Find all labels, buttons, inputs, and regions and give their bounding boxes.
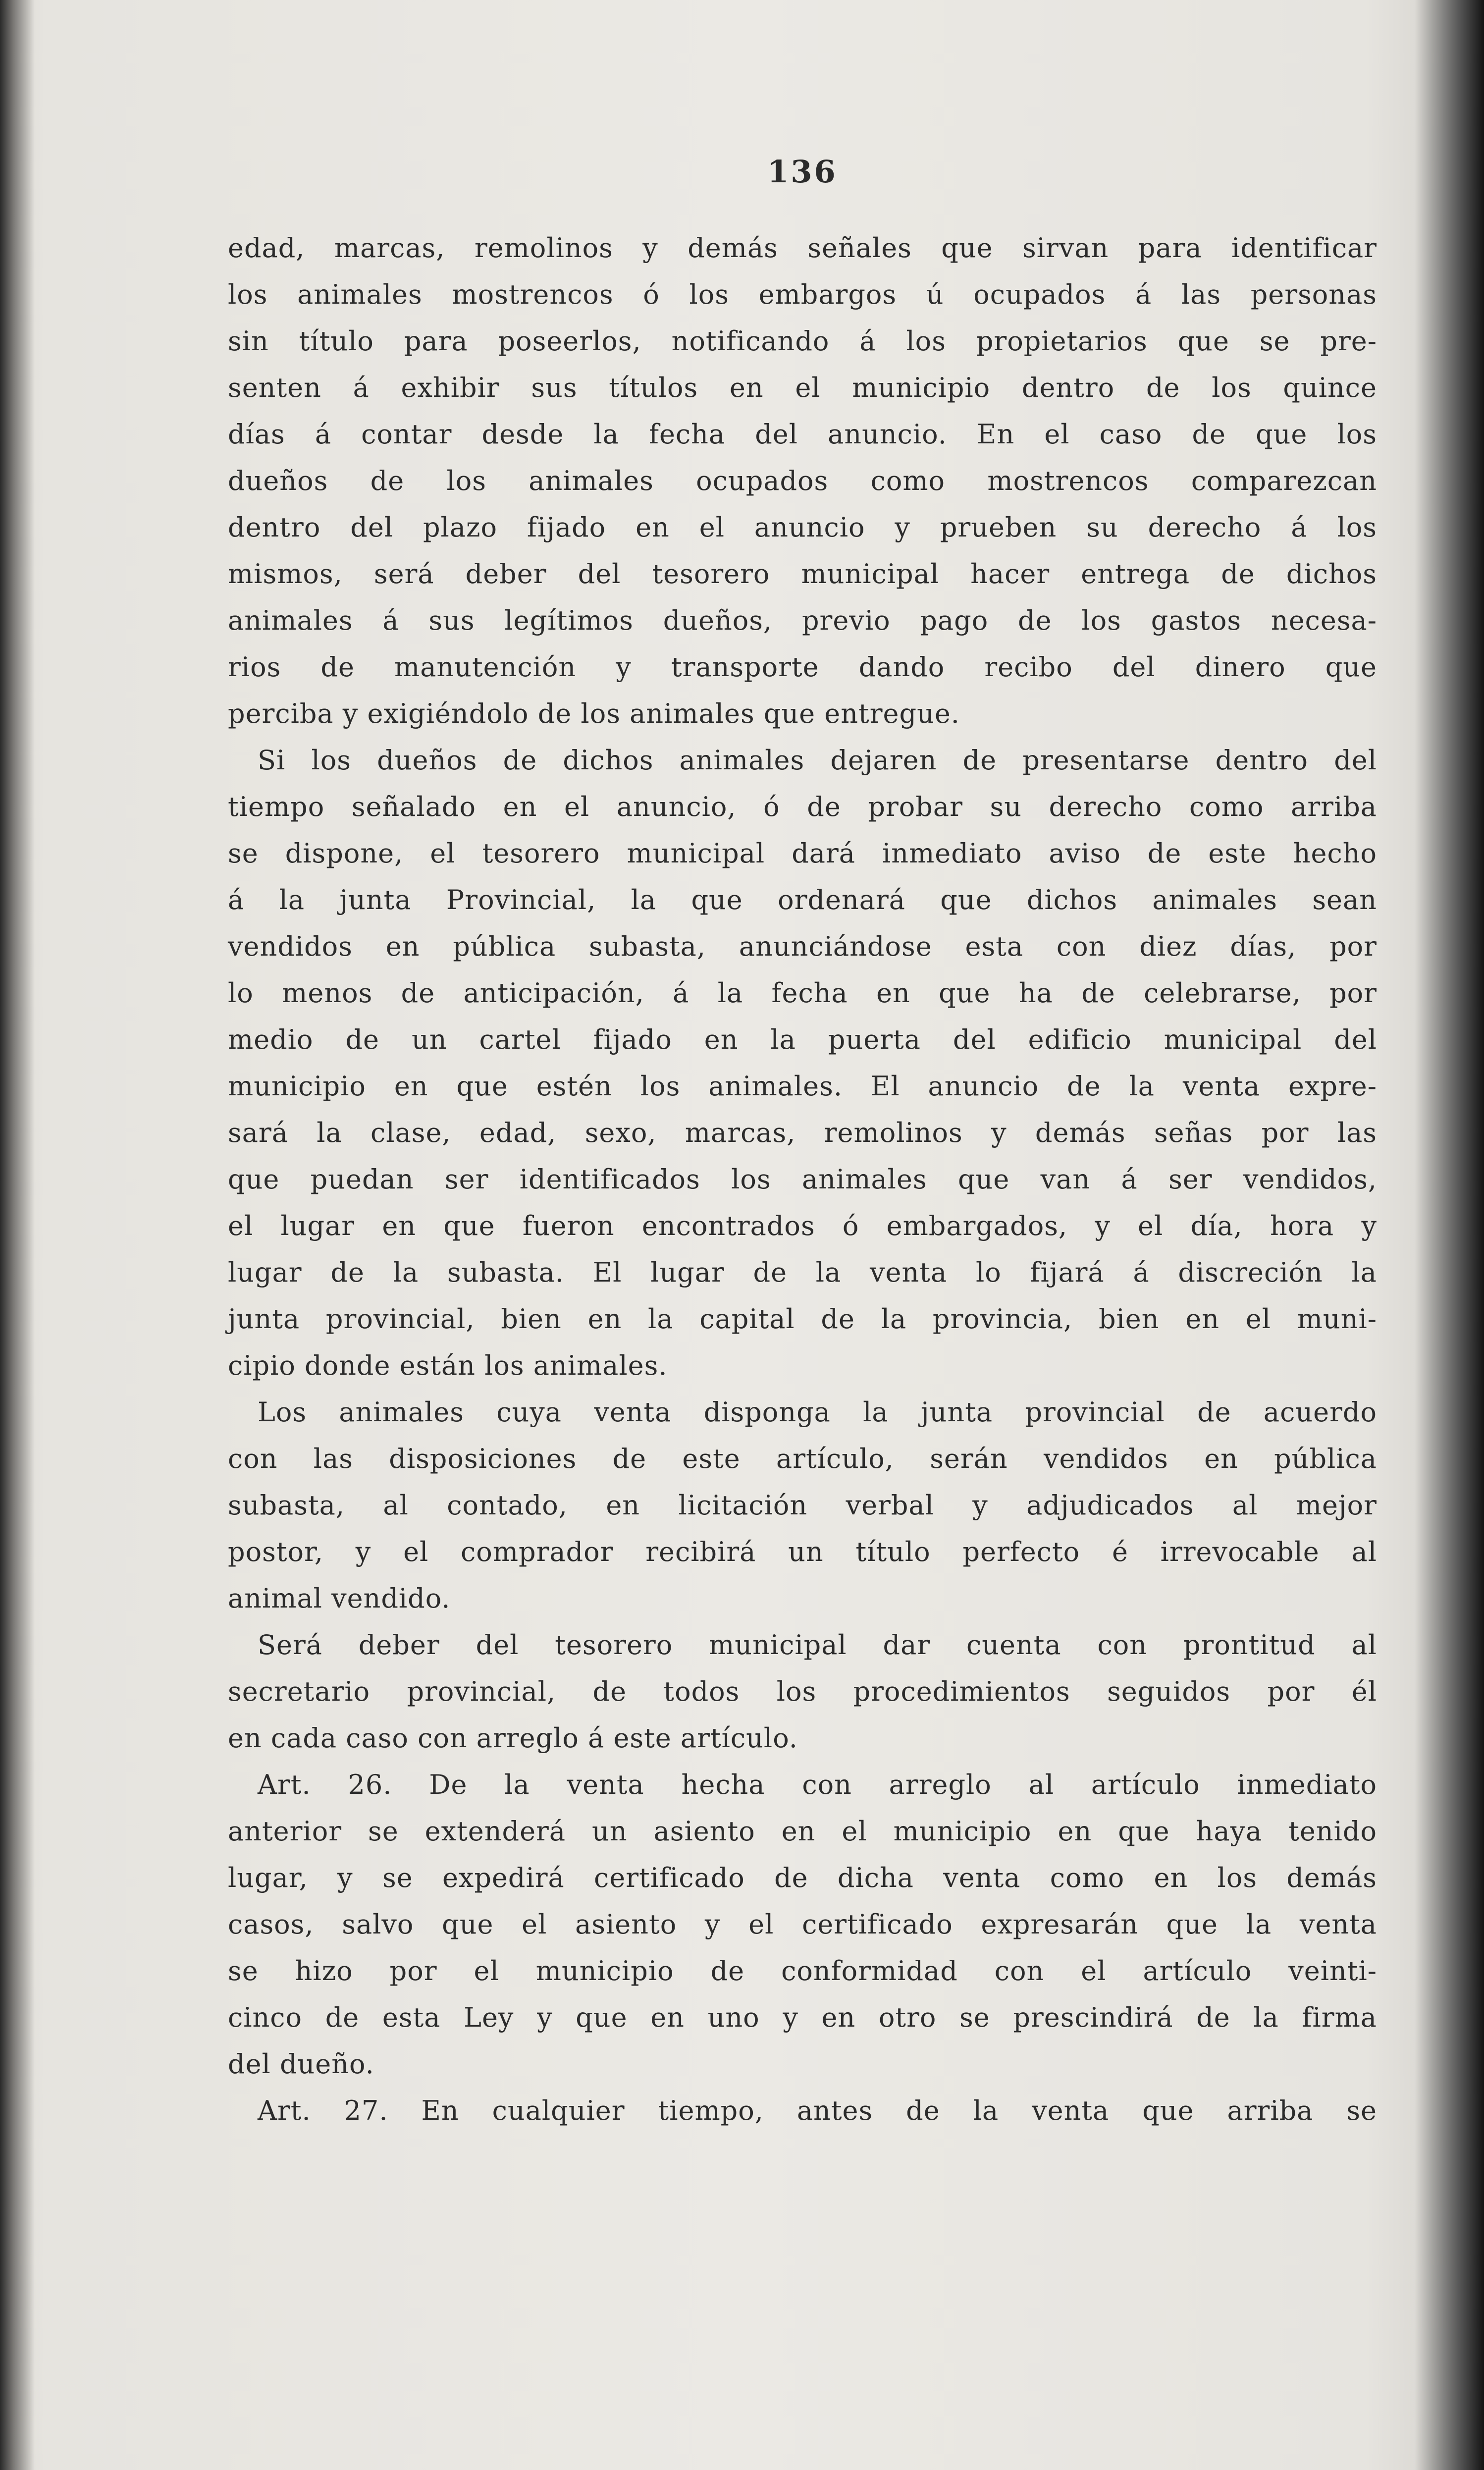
text-line: sin título para poseerlos, notificando á los propietarios que se pre- bbox=[228, 325, 1377, 357]
text-line: el lugar en que fueron encontrados ó embargados, y el día, hora y bbox=[228, 1210, 1377, 1241]
text-line: cipio donde están los animales. bbox=[228, 1350, 668, 1381]
text-line: edad, marcas, remolinos y demás señales que sirvan para identificar bbox=[228, 232, 1377, 264]
text-line: medio de un cartel fijado en la puerta del edificio municipal del bbox=[228, 1024, 1377, 1055]
text-line: animal vendido. bbox=[228, 1583, 451, 1614]
page-edge-shadow-left bbox=[0, 0, 35, 2470]
paragraph-3 bbox=[228, 1389, 1377, 1622]
text-line: mismos, será deber del tesorero municipal hacer entrega de dichos bbox=[228, 558, 1377, 590]
text-line: se hizo por el municipio de conformidad con el artículo veinti- bbox=[228, 1955, 1377, 1987]
text-line: los animales mostrencos ó los embargos ú ocupados á las personas bbox=[228, 279, 1377, 310]
text-line: vendidos en pública subasta, anunciándose esta con diez días, por bbox=[228, 931, 1377, 962]
text-line: se dispone, el tesorero municipal dará inmediato aviso de este hecho bbox=[228, 838, 1377, 869]
text-line: del dueño. bbox=[228, 2048, 374, 2080]
text-line: rios de manutención y transporte dando recibo del dinero que bbox=[228, 651, 1377, 683]
text-line: cinco de esta Ley y que en uno y en otro se prescindirá de la firma bbox=[228, 2002, 1377, 2033]
text-line: á la junta Provincial, la que ordenará que dichos animales sean bbox=[228, 884, 1377, 915]
text-line: postor, y el comprador recibirá un título perfecto é irrevocable al bbox=[228, 1536, 1377, 1567]
paragraph-2 bbox=[228, 737, 1377, 1389]
text-line: sará la clase, edad, sexo, marcas, remolinos y demás señas por las bbox=[228, 1117, 1377, 1148]
article-27 bbox=[228, 2088, 1377, 2134]
text-line: lugar, y se expedirá certificado de dicha venta como en los demás bbox=[228, 1862, 1377, 1893]
text-line: Art. 26. De la venta hecha con arreglo al artículo inmediato bbox=[258, 1769, 1377, 1800]
text-line: Será deber del tesorero municipal dar cuenta con prontitud al bbox=[258, 1629, 1377, 1661]
text-line: Si los dueños de dichos animales dejaren de presentarse dentro del bbox=[258, 745, 1377, 776]
text-line: que puedan ser identificados los animales que van á ser vendidos, bbox=[228, 1164, 1377, 1195]
page-text-block bbox=[228, 149, 1377, 2134]
text-line: Los animales cuya venta disponga la junta provincial de acuerdo bbox=[258, 1396, 1377, 1428]
text-line: lo menos de anticipación, á la fecha en que ha de celebrarse, por bbox=[228, 977, 1377, 1009]
text-line: con las disposiciones de este artículo, serán vendidos en pública bbox=[228, 1443, 1377, 1474]
text-line: lugar de la subasta. El lugar de la venta lo fijará á discreción la bbox=[228, 1257, 1377, 1288]
text-line: junta provincial, bien en la capital de la provincia, bien en el muni- bbox=[228, 1303, 1377, 1335]
text-line: dentro del plazo fijado en el anuncio y prueben su derecho á los bbox=[228, 512, 1377, 543]
text-line: tiempo señalado en el anuncio, ó de probar su derecho como arriba bbox=[228, 791, 1377, 822]
text-line: perciba y exigiéndolo de los animales que entregue. bbox=[228, 698, 960, 729]
text-line: días á contar desde la fecha del anuncio. En el caso de que los bbox=[228, 419, 1377, 450]
paragraph-1 bbox=[228, 225, 1377, 737]
text-line: animales á sus legítimos dueños, previo pago de los gastos necesa- bbox=[228, 605, 1377, 636]
page-number: 136 bbox=[767, 154, 838, 190]
text-line: subasta, al contado, en licitación verbal y adjudicados al mejor bbox=[228, 1490, 1377, 1521]
paragraph-4 bbox=[228, 1622, 1377, 1762]
page-edge-shadow-right bbox=[1415, 0, 1484, 2470]
text-line: senten á exhibir sus títulos en el municipio dentro de los quince bbox=[228, 372, 1377, 403]
text-line: anterior se extenderá un asiento en el municipio en que haya tenido bbox=[228, 1816, 1377, 1847]
text-line: dueños de los animales ocupados como mostrencos comparezcan bbox=[228, 465, 1377, 496]
text-line: Art. 27. En cualquier tiempo, antes de la venta que arriba se bbox=[258, 2095, 1377, 2126]
text-line: municipio en que estén los animales. El anuncio de la venta expre- bbox=[228, 1071, 1377, 1102]
article-26 bbox=[228, 1762, 1377, 2088]
text-line: en cada caso con arreglo á este artículo. bbox=[228, 1722, 798, 1754]
text-line: casos, salvo que el asiento y el certificado expresarán que la venta bbox=[228, 1909, 1377, 1940]
text-line: secretario provincial, de todos los procedimientos seguidos por él bbox=[228, 1676, 1377, 1707]
